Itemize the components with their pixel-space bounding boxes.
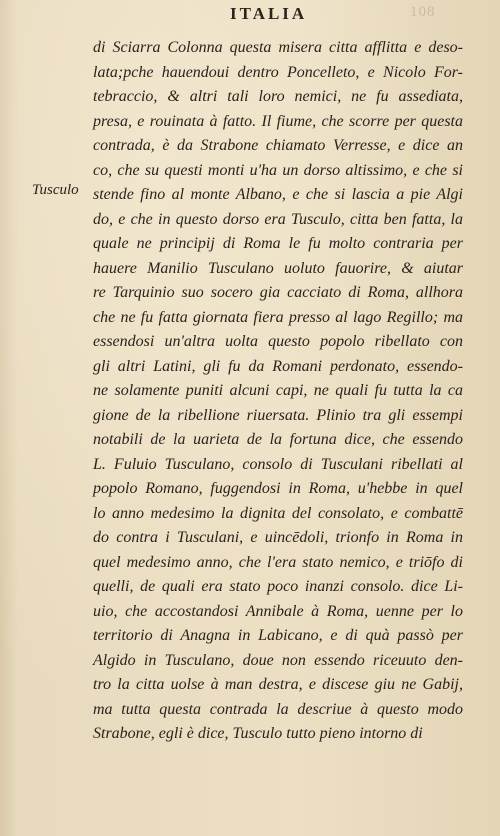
text-line: L. Fuluio Tusculano, consolo di Tusculani ribellati al	[93, 455, 463, 473]
text-line: popolo Romano, fuggendosi in Roma, u'hebbe in quel	[93, 480, 463, 497]
text-line: di Sciarra Colonna questa misera citta afflitta e deso-	[93, 39, 463, 56]
text-line: co, che su questi monti u'ha un dorso altissimo, e che si	[93, 161, 463, 179]
text-line: essendosi un'altra uolta questo popolo ribellato con	[93, 333, 463, 350]
text-line: gli altri Latini, gli fu da Romani perdonato, essendo-	[93, 357, 463, 375]
text-line: presa, e rouinata à fatto. Il fiume, che scorre per questa	[93, 112, 463, 130]
text-line: ne solamente puniti alcuni capi, ne quali fu tutta la ca	[93, 382, 463, 399]
text-line: do, e che in questo dorso era Tusculo, citta ben fatta, la	[93, 210, 463, 228]
text-line: quelli, de quali era stato poco inanzi consolo. dice Li-	[93, 578, 463, 595]
text-line: tebraccio, & altri tali loro nemici, ne fu assediata,	[93, 88, 463, 105]
text-line: tro la citta uolse à man destra, e discese giu ne Gabij,	[93, 676, 463, 693]
text-line: hauere Manilio Tusculano uoluto fauorire, & aiutar	[93, 259, 463, 277]
text-line: lata;pche hauendoui dentro Poncelleto, e Nicolo For-	[93, 63, 463, 81]
margin-note: Tusculo	[32, 182, 79, 198]
text-line: lo anno medesimo la dignita del consolato, e combattē	[93, 504, 463, 522]
page-number-show-through: 108	[410, 4, 436, 20]
text-line: contrada, è da Strabone chiamato Verresse, e dice an	[93, 137, 463, 154]
text-line: re Tarquinio suo socero gia cacciato di Roma, allhora	[93, 284, 463, 301]
text-line: territorio di Anagna in Labicano, e di quà passò per	[93, 627, 463, 644]
text-line: quale ne principij di Roma le fu molto contraria per	[93, 235, 463, 252]
running-header-title: ITALIA	[230, 4, 308, 23]
text-line: che ne fu fatta giornata fiera presso al lago Regillo; ma	[93, 308, 463, 326]
text-line: uio, che accostandosi Annibale à Roma, uenne per lo	[93, 602, 463, 620]
text-line: notabili de la uarieta de la fortuna dice, che essendo	[93, 431, 463, 448]
body-text	[93, 36, 463, 747]
text-line: Algido in Tusculano, doue non essendo riceuuto den-	[93, 651, 463, 669]
text-line: do contra i Tusculani, e uincēdoli, trionfo in Roma in	[93, 529, 463, 546]
text-line: gione de la ribellione riuersata. Plinio tra gli essempi	[93, 406, 463, 424]
text-line: stende fino al monte Albano, e che si lascia a pie Algi	[93, 186, 463, 203]
text-line: quel medesimo anno, che l'era stato nemico, e triōfo di	[93, 553, 463, 571]
text-line: ma tutta questa contrada la descriue à questo modo	[93, 700, 463, 718]
text-line: Strabone, egli è dice, Tusculo tutto pieno intorno di	[93, 725, 423, 742]
